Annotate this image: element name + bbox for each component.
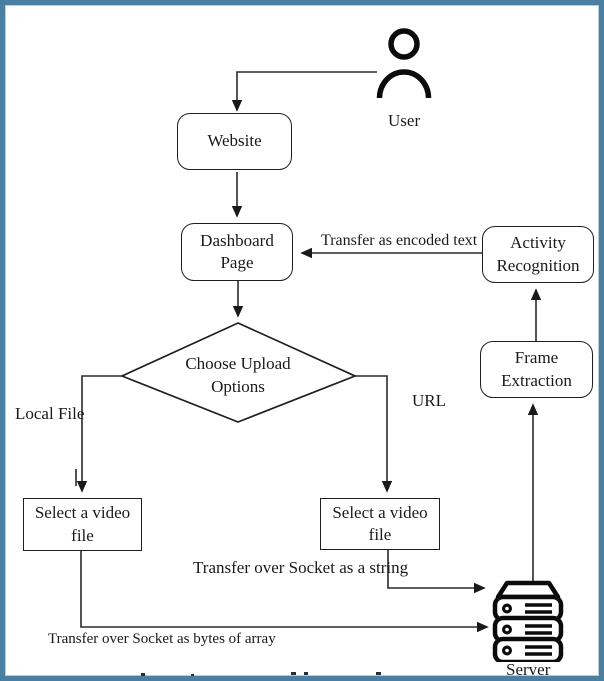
activity-label-line2: Recognition bbox=[496, 255, 580, 275]
activity-recognition-box bbox=[482, 226, 594, 283]
website-label: Website bbox=[207, 131, 262, 151]
server-icon bbox=[492, 580, 564, 662]
decision-label-line2: Options bbox=[211, 376, 265, 396]
edge-label-socket-bytes: Transfer over Socket as bytes of array bbox=[48, 631, 276, 647]
dashboard-label-line1: Dashboard bbox=[200, 230, 274, 250]
select-url-line2: file bbox=[368, 525, 392, 544]
caption-remnant bbox=[376, 672, 381, 675]
activity-label-line1: Activity bbox=[510, 233, 566, 253]
dashboard-label-line2: Page bbox=[220, 253, 254, 272]
user-label: User bbox=[388, 111, 421, 130]
select-local-line1: Select a video bbox=[34, 503, 131, 523]
dashboard-page-box bbox=[181, 223, 293, 281]
user-icon bbox=[375, 27, 433, 101]
select-video-local-box bbox=[23, 498, 142, 551]
frame-label-line1: Frame bbox=[514, 348, 559, 368]
caption-remnant bbox=[191, 674, 194, 677]
edge-label-url: URL bbox=[412, 391, 446, 410]
select-url-line1: Select a video bbox=[332, 502, 428, 522]
caption-remnant bbox=[291, 672, 296, 675]
select-video-url-box bbox=[320, 498, 440, 550]
edge-label-encoded-text: Transfer as encoded text bbox=[321, 232, 478, 249]
edge-label-local-file: Local File bbox=[15, 404, 85, 423]
server-label: Server bbox=[506, 660, 551, 679]
edge-label-socket-string: Transfer over Socket as a string bbox=[193, 558, 409, 577]
caption-remnant bbox=[304, 672, 308, 675]
frame-extraction-box bbox=[480, 341, 593, 398]
edge-user-website bbox=[237, 72, 377, 110]
frame-label-line2: Extraction bbox=[501, 370, 572, 390]
decision-label-line1: Choose Upload bbox=[185, 354, 291, 373]
decision-label bbox=[155, 353, 321, 399]
website-box bbox=[177, 113, 292, 170]
caption-remnant bbox=[141, 673, 145, 676]
select-local-line2: file bbox=[71, 525, 94, 545]
